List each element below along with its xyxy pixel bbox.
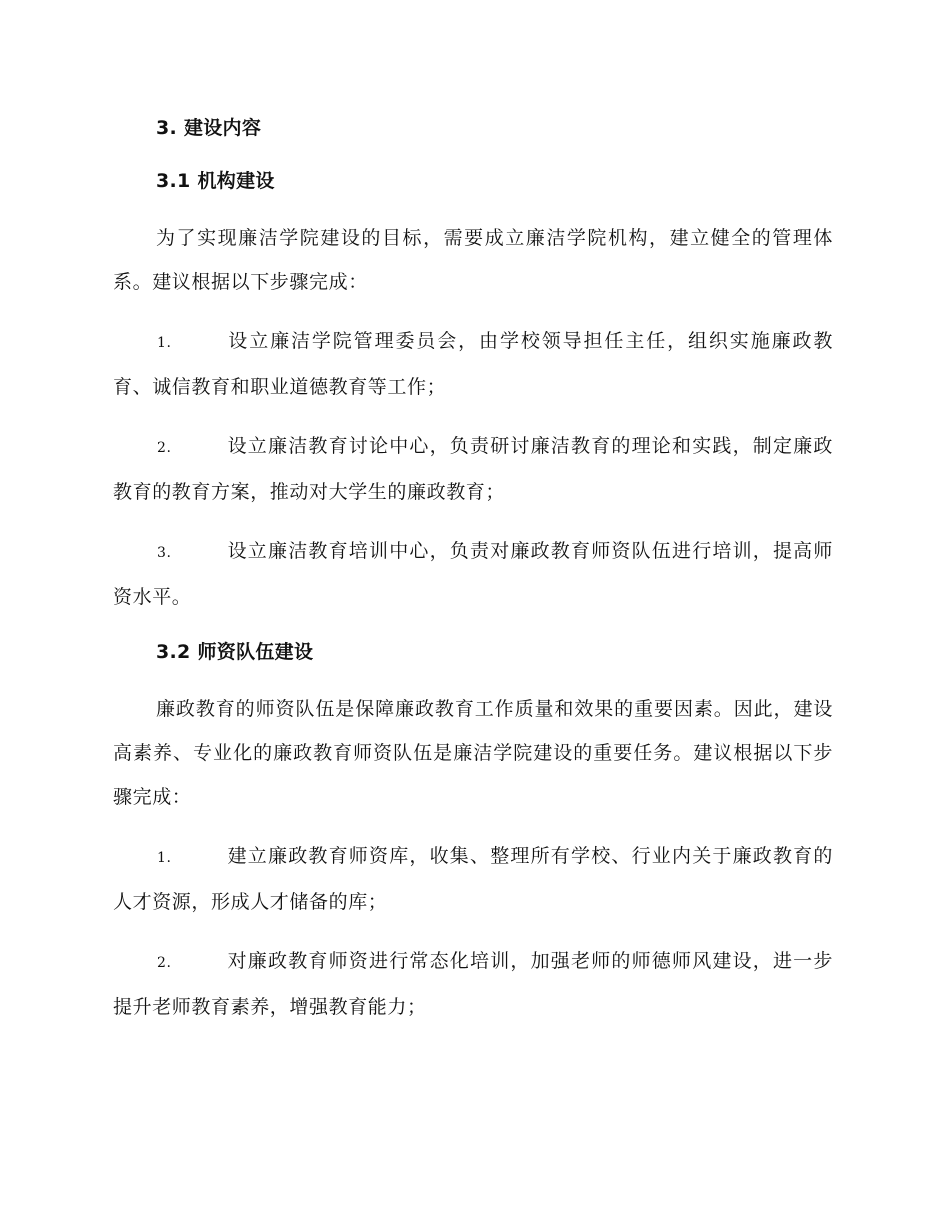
- list-item-number: 2.: [157, 440, 172, 456]
- section-3-2-intro: 廉政教育的师资队伍是保障廉政教育工作质量和效果的重要因素。因此，建设高素养、专业化的廉政教育师资队伍是廉洁学院建设的重要任务。建议根据以下步骤完成：: [113, 698, 833, 808]
- list-item-number: 1.: [157, 335, 172, 351]
- list-item-number: 2.: [157, 955, 172, 971]
- list-item-text: 设立廉洁教育讨论中心，负责研讨廉洁教育的理论和实践，制定廉政教育的教育方案，推动对大学生的廉政教育；: [113, 435, 833, 503]
- section-heading-3-1: 3.1 机构建设: [156, 170, 275, 192]
- list-item: [113, 834, 833, 924]
- list-item-text: 设立廉洁教育培训中心，负责对廉政教育师资队伍进行培训，提高师资水平。: [113, 540, 833, 608]
- section-heading-3: 3. 建设内容: [156, 117, 262, 139]
- list-item: [113, 424, 833, 514]
- section-3-1-intro: 为了实现廉洁学院建设的目标，需要成立廉洁学院机构，建立健全的管理体系。建议根据以下步骤完成：: [113, 227, 833, 293]
- document-body: [113, 110, 833, 1044]
- list-item: [113, 319, 833, 409]
- list-item-number: 3.: [157, 545, 172, 561]
- list-item-text: 建立廉政教育师资库，收集、整理所有学校、行业内关于廉政教育的人才资源，形成人才储备的库；: [113, 845, 833, 913]
- list-item-number: 1.: [157, 850, 172, 866]
- list-item: [113, 529, 833, 619]
- list-item: [113, 939, 833, 1029]
- section-heading-3-2: 3.2 师资队伍建设: [156, 641, 314, 663]
- list-item-text: 对廉政教育师资进行常态化培训，加强老师的师德师风建设，进一步提升老师教育素养，增强教育能力；: [113, 950, 833, 1018]
- list-item-text: 设立廉洁学院管理委员会，由学校领导担任主任，组织实施廉政教育、诚信教育和职业道德教育等工作；: [113, 330, 833, 398]
